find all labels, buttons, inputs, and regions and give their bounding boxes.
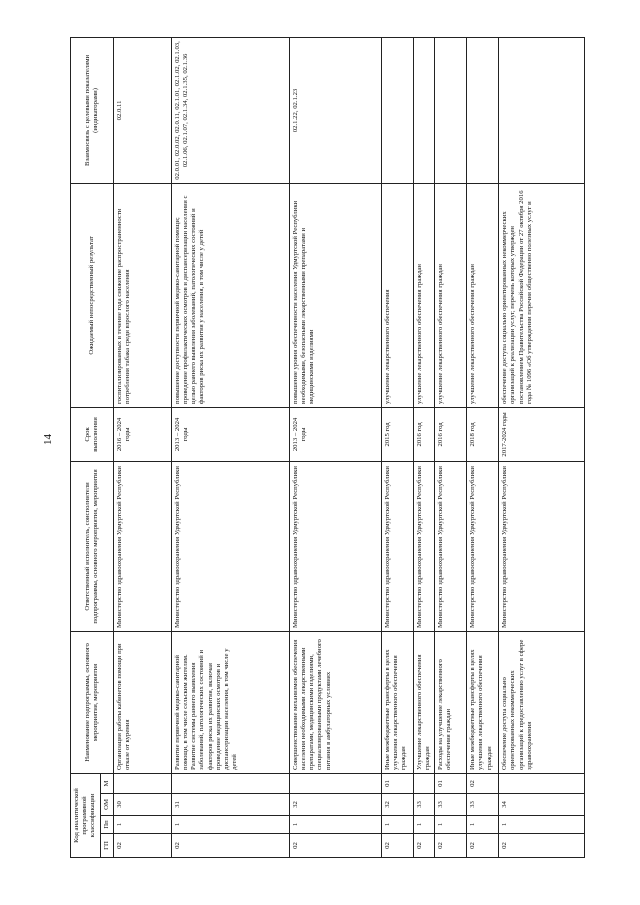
cell-executor: Министерство здравоохранения Удмуртской Республики bbox=[171, 461, 289, 631]
cell-gp: 02 bbox=[499, 834, 585, 858]
rotated-table-container bbox=[70, 38, 590, 858]
cell-indicators bbox=[413, 37, 434, 183]
cell-result: обеспечение доступа социально ориентированных некоммерческих организаций к реализации услуг, перечень которых утвержден постановлением Правительства Российской Федерации от 27 октября 2016 года № 1096 «Об утверждении перечня общественно полезных услуг и bbox=[499, 183, 585, 407]
cell-m bbox=[171, 773, 289, 793]
cell-executor: Министерство здравоохранения Удмуртской Республики bbox=[499, 461, 585, 631]
cell-term: 2017-2024 годы bbox=[499, 407, 585, 461]
cell-om: 33 bbox=[413, 794, 434, 816]
cell-term: 2015 год bbox=[381, 407, 413, 461]
cell-result: улучшение лекарственного обеспечения граждан bbox=[413, 183, 434, 407]
cell-executor: Министерство здравоохранения Удмуртской Республики bbox=[413, 461, 434, 631]
table-row bbox=[467, 37, 499, 857]
cell-pp: 1 bbox=[499, 816, 585, 834]
cell-m bbox=[289, 773, 381, 793]
cell-pp: 1 bbox=[435, 816, 467, 834]
cell-result: улучшение лекарственного обеспечения bbox=[381, 183, 413, 407]
cell-term: 2018 год bbox=[467, 407, 499, 461]
cell-name: Иные межбюджетные трансферты в целях улучшения лекарственного обеспечения граждан bbox=[467, 631, 499, 773]
cell-name: Улучшение лекарственного обеспечения граждан bbox=[413, 631, 434, 773]
page-number: 14 bbox=[42, 434, 54, 445]
cell-pp: 1 bbox=[467, 816, 499, 834]
header-result: Ожидаемый непосредственный результат bbox=[71, 183, 114, 407]
table-row bbox=[113, 37, 171, 857]
cell-result: повышение уровня обеспеченности населения Удмуртской Республики необходимыми, безопасными лекарственными препаратами и медицинскими изделиями bbox=[289, 183, 381, 407]
cell-om: 32 bbox=[289, 794, 381, 816]
cell-m bbox=[413, 773, 434, 793]
header-indicators: Взаимосвязь с целевыми показателями (индикаторами) bbox=[71, 37, 114, 183]
cell-name: Иные межбюджетные трансферты в целях улучшения лекарственного обеспечения граждан bbox=[381, 631, 413, 773]
cell-indicators: 02.0.11 bbox=[113, 37, 171, 183]
cell-om: 33 bbox=[435, 794, 467, 816]
header-executor: Ответственный исполнитель, соисполнители подпрограммы, основного мероприятия, мероприятия bbox=[71, 461, 114, 631]
header-pp: Пп bbox=[100, 816, 113, 834]
cell-executor: Министерство здравоохранения Удмуртской Республики bbox=[113, 461, 171, 631]
cell-m bbox=[499, 773, 585, 793]
cell-executor: Министерство здравоохранения Удмуртской Республики bbox=[381, 461, 413, 631]
header-term: Срок выполнения bbox=[71, 407, 114, 461]
cell-executor: Министерство здравоохранения Удмуртской Республики bbox=[467, 461, 499, 631]
table-row bbox=[435, 37, 467, 857]
cell-result: госпитализированных в течение года снижение распространенности потребления табака среди взрослого населения bbox=[113, 183, 171, 407]
cell-indicators: 02.1.22, 02.1.23 bbox=[289, 37, 381, 183]
cell-name: Организация работы кабинетов помощи при отказе от курения bbox=[113, 631, 171, 773]
cell-om: 30 bbox=[113, 794, 171, 816]
cell-term: 2013 – 2024 годы bbox=[171, 407, 289, 461]
cell-result: улучшение лекарственного обеспечения граждан bbox=[467, 183, 499, 407]
cell-indicators bbox=[467, 37, 499, 183]
cell-term: 2013 – 2024 годы bbox=[289, 407, 381, 461]
cell-m: 01 bbox=[381, 773, 413, 793]
cell-gp: 02 bbox=[467, 834, 499, 858]
cell-executor: Министерство здравоохранения Удмуртской Республики bbox=[289, 461, 381, 631]
cell-om: 31 bbox=[171, 794, 289, 816]
cell-pp: 1 bbox=[113, 816, 171, 834]
cell-executor: Министерство здравоохранения Удмуртской Республики bbox=[435, 461, 467, 631]
cell-om: 32 bbox=[381, 794, 413, 816]
cell-indicators bbox=[381, 37, 413, 183]
cell-m: 02 bbox=[467, 773, 499, 793]
cell-term: 2016 год bbox=[435, 407, 467, 461]
table-header-row bbox=[71, 37, 101, 857]
header-om: ОМ bbox=[100, 794, 113, 816]
cell-gp: 02 bbox=[171, 834, 289, 858]
cell-result: повышение доступности первичной медико-санитарной помощи; проведение профилактических осмотров и диспансеризации населения с целью раннего выявления заболеваний, патологических состояний и факторов риска их развития у населения, в том числе у детей bbox=[171, 183, 289, 407]
table-row bbox=[381, 37, 413, 857]
table-row bbox=[289, 37, 381, 857]
cell-pp: 1 bbox=[171, 816, 289, 834]
cell-indicators bbox=[435, 37, 467, 183]
cell-gp: 02 bbox=[381, 834, 413, 858]
cell-name: Обеспечение доступа социально ориентированных некоммерческих организаций к предоставлению услуг в сфере здравоохранения bbox=[499, 631, 585, 773]
cell-indicators bbox=[499, 37, 585, 183]
cell-gp: 02 bbox=[413, 834, 434, 858]
cell-indicators: 02.0.01, 02.0.02, 02.0.11, 02.1.01, 02.1.02, 02.1.03, 02.1.06, 02.1.07, 02.1.34, 02.1.35, 02.1.36 bbox=[171, 37, 289, 183]
cell-pp: 1 bbox=[289, 816, 381, 834]
table-row bbox=[499, 37, 585, 857]
cell-pp: 1 bbox=[381, 816, 413, 834]
cell-m: 01 bbox=[435, 773, 467, 793]
header-gp: ГП bbox=[100, 834, 113, 858]
cell-om: 33 bbox=[467, 794, 499, 816]
header-m: М bbox=[100, 773, 113, 793]
header-name: Наименование подпрограммы, основного мероприятия, мероприятия bbox=[71, 631, 114, 773]
header-code-group: Код аналитической программной классификации bbox=[71, 773, 101, 857]
table-row bbox=[171, 37, 289, 857]
cell-term: 2016 – 2024 годы bbox=[113, 407, 171, 461]
cell-pp: 1 bbox=[413, 816, 434, 834]
cell-name: Развитие первичной медико-санитарной помощи, в том числе сельским жителям. Развитие системы раннего выявления заболеваний, патологических состояний и факторов риска их развития, включая проведение медицинских осмотров и диспансеризации населения, в том числе у детей bbox=[171, 631, 289, 773]
cell-m bbox=[113, 773, 171, 793]
program-measures-table bbox=[70, 37, 585, 858]
cell-name: Совершенствование механизмов обеспечения населения необходимыми лекарственными препаратами, медицинскими изделиями, специализированными продуктами лечебного питания в амбулаторных условиях bbox=[289, 631, 381, 773]
table-row bbox=[413, 37, 434, 857]
cell-term: 2016 год bbox=[413, 407, 434, 461]
cell-om: 34 bbox=[499, 794, 585, 816]
cell-gp: 02 bbox=[113, 834, 171, 858]
cell-result: улучшение лекарственного обеспечения граждан bbox=[435, 183, 467, 407]
cell-gp: 02 bbox=[435, 834, 467, 858]
cell-name: Расходы на улучшение лекарственного обеспечения граждан bbox=[435, 631, 467, 773]
cell-gp: 02 bbox=[289, 834, 381, 858]
